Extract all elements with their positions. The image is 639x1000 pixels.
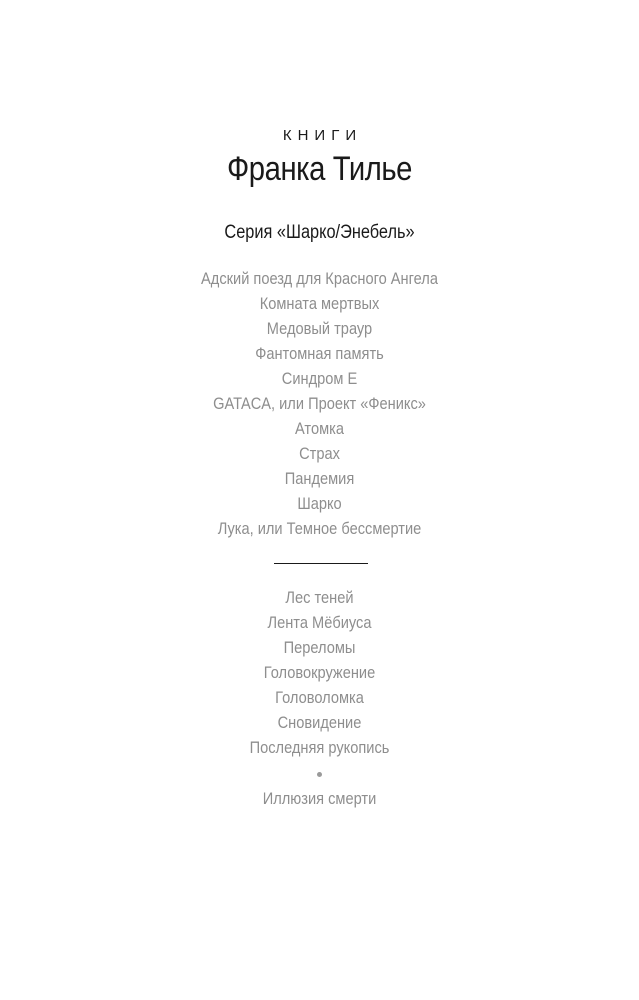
book-title: Переломы — [283, 638, 356, 657]
book-title: Головоломка — [275, 688, 364, 707]
series-title: Серия «Шарко/Энебель» — [224, 222, 415, 243]
author-name: Франка Тилье — [226, 150, 413, 188]
book-title: Лента Мёбиуса — [267, 613, 372, 632]
section-divider — [274, 563, 368, 564]
book-title: Лука, или Темное бессмертие — [217, 519, 422, 538]
book-title: Шарко — [297, 494, 342, 513]
book-title: Синдром Е — [281, 369, 358, 388]
standalone-book-list — [0, 585, 639, 760]
book-title-last: Иллюзия смерти — [262, 789, 377, 808]
bullet-separator — [317, 772, 322, 777]
kicker-label: КНИГИ — [282, 127, 363, 144]
book-title: Адский поезд для Красного Ангела — [201, 269, 438, 288]
book-title: Пандемия — [284, 469, 355, 488]
book-title: Медовый траур — [266, 319, 373, 338]
book-title: Сновидение — [277, 713, 362, 732]
book-title: Комната мертвых — [259, 294, 380, 313]
book-title: GATACA, или Проект «Феникс» — [213, 394, 426, 413]
book-title: Лес теней — [285, 588, 354, 607]
book-title: Страх — [299, 444, 340, 463]
book-title: Фантомная память — [255, 344, 384, 363]
series-book-list — [0, 266, 639, 541]
book-title: Последняя рукопись — [249, 738, 390, 757]
book-title: Атомка — [295, 419, 344, 438]
book-title: Головокружение — [263, 663, 376, 682]
